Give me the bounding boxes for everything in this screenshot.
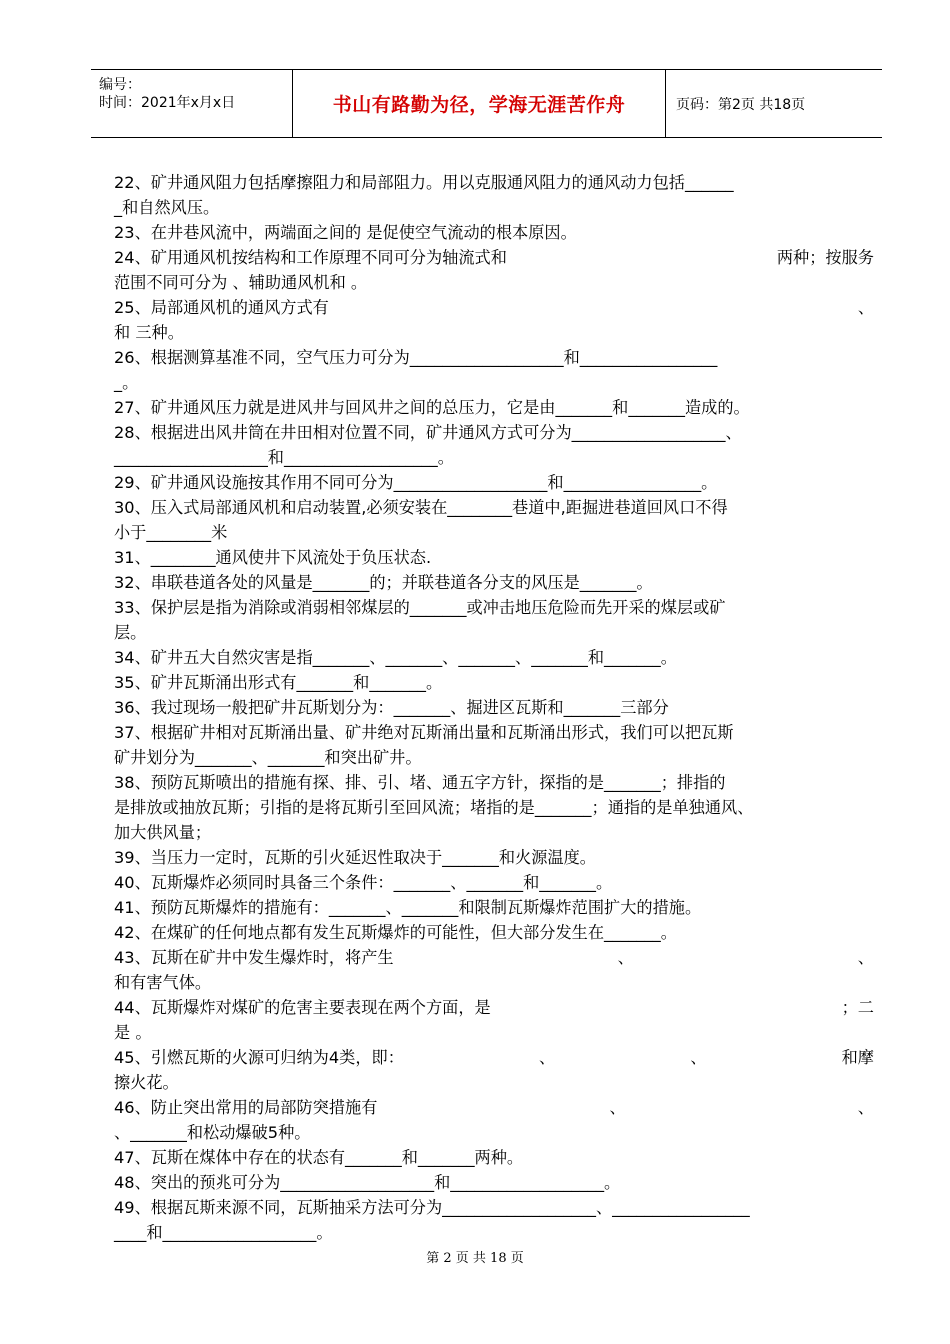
- text-line: [114, 920, 874, 945]
- line-segment: 42、在煤矿的任何地点都有发生瓦斯爆炸的可能性，但大部分发生在_______。: [114, 923, 677, 942]
- text-line: [114, 245, 874, 270]
- line-segment: 43、瓦斯在矿井中发生爆炸时，将产生: [114, 948, 394, 967]
- text-line: [114, 1220, 874, 1245]
- text-line: [114, 995, 874, 1020]
- line-segment: 41、预防瓦斯爆炸的措施有：_______、_______和限制瓦斯爆炸范围扩大的措施。: [114, 898, 702, 917]
- line-segment: 小于________米: [114, 523, 228, 542]
- line-segment: 31、________通风使井下风流处于负压状态.: [114, 548, 432, 567]
- text-line: [114, 795, 874, 820]
- line-segment: 和有害气体。: [114, 973, 212, 992]
- text-line: [114, 720, 874, 745]
- text-line: [114, 595, 874, 620]
- text-line: [114, 945, 874, 970]
- line-segment: 25、局部通风机的通风方式有: [114, 298, 329, 317]
- text-line: [114, 520, 874, 545]
- line-segment: 擦火花。: [114, 1073, 179, 1092]
- line-segment: ____和___________________。: [114, 1223, 333, 1242]
- time-label: 时间：2021年x月x日: [99, 95, 236, 111]
- line-segment: 36、我过现场一般把矿井瓦斯划分为：_______、掘进区瓦斯和_______三部分: [114, 698, 669, 717]
- text-line: [114, 770, 874, 795]
- line-segment: 是排放或抽放瓦斯；引指的是将瓦斯引至回风流；堵指的是_______；通指的是单独通风、: [114, 798, 754, 817]
- line-segment: _。: [114, 373, 139, 392]
- line-segment: 45、引燃瓦斯的火源可归纳为4类，即：: [114, 1048, 404, 1067]
- line-segment: 、: [609, 1098, 626, 1117]
- line-segment: ；二: [841, 998, 874, 1017]
- text-line: [114, 895, 874, 920]
- text-line: [114, 645, 874, 670]
- line-segment: 49、根据瓦斯来源不同，瓦斯抽采方法可分为___________________、_________________: [114, 1198, 750, 1217]
- text-line: [114, 1070, 874, 1095]
- line-segment: 32、串联巷道各处的风量是_______的；并联巷道各分支的风压是_______。: [114, 573, 653, 592]
- text-line: [114, 1195, 874, 1220]
- header-meta: [91, 70, 292, 137]
- line-segment: 22、矿井通风阻力包括摩擦阻力和局部阻力。用以克服通风阻力的通风动力包括______: [114, 173, 734, 192]
- text-line: [114, 745, 874, 770]
- line-segment: 和摩: [841, 1048, 874, 1067]
- doc-number-label: 编号：: [99, 77, 141, 93]
- text-line: [114, 420, 874, 445]
- text-line: [114, 820, 874, 845]
- line-segment: 27、矿井通风压力就是进风井与回风井之间的总压力，它是由_______和_______造成的。: [114, 398, 750, 417]
- header-page-info: 页码：第2页 共18页: [676, 96, 806, 113]
- text-line: [114, 1020, 874, 1045]
- text-line: [114, 620, 874, 645]
- line-segment: 、: [857, 948, 874, 967]
- text-line: [114, 845, 874, 870]
- page-header: [91, 69, 882, 138]
- line-segment: 23、在井巷风流中，两端面之间的 是促使空气流动的根本原因。: [114, 223, 577, 242]
- line-segment: 46、防止突出常用的局部防突措施有: [114, 1098, 378, 1117]
- line-segment: 30、压入式局部通风机和启动装置,必须安装在________巷道中,距掘进巷道回风口不得: [114, 498, 728, 517]
- line-segment: 层。: [114, 623, 147, 642]
- line-segment: 、_______和松动爆破5种。: [114, 1123, 311, 1142]
- question-list: [114, 170, 874, 1245]
- text-line: [114, 1145, 874, 1170]
- text-line: [114, 570, 874, 595]
- line-segment: 、: [539, 1048, 556, 1067]
- line-segment: 33、保护层是指为消除或消弱相邻煤层的_______或冲击地压危险而先开采的煤层或矿: [114, 598, 726, 617]
- line-segment: 35、矿井瓦斯涌出形式有_______和_______。: [114, 673, 443, 692]
- text-line: [114, 670, 874, 695]
- text-line: [114, 495, 874, 520]
- text-line: [114, 1095, 874, 1120]
- line-segment: 37、根据矿井相对瓦斯涌出量、矿井绝对瓦斯涌出量和瓦斯涌出形式，我们可以把瓦斯: [114, 723, 734, 742]
- line-segment: 、: [617, 948, 634, 967]
- text-line: [114, 545, 874, 570]
- text-line: [114, 1045, 874, 1070]
- header-motto: 书山有路勤为径，学海无涯苦作舟: [332, 94, 626, 116]
- line-segment: 、: [857, 298, 874, 317]
- text-line: [114, 470, 874, 495]
- text-line: [114, 395, 874, 420]
- line-segment: ___________________和___________________。: [114, 448, 454, 467]
- line-segment: 矿井划分为_______、_______和突出矿井。: [114, 748, 422, 767]
- text-line: [114, 170, 874, 195]
- line-segment: 48、突出的预兆可分为___________________和___________________。: [114, 1173, 621, 1192]
- line-segment: 24、矿用通风机按结构和工作原理不同可分为轴流式和: [114, 248, 507, 267]
- page-footer: 第 2 页 共 18 页: [426, 1251, 524, 1266]
- line-segment: 39、当压力一定时，瓦斯的引火延迟性取决于_______和火源温度。: [114, 848, 596, 867]
- line-segment: 29、矿井通风设施按其作用不同可分为___________________和_________________。: [114, 473, 718, 492]
- line-segment: 47、瓦斯在煤体中存在的状态有_______和_______两种。: [114, 1148, 524, 1167]
- text-line: [114, 345, 874, 370]
- line-segment: 范围不同可分为 、辅助通风机和 。: [114, 273, 368, 292]
- line-segment: 、: [857, 1098, 874, 1117]
- line-segment: 40、瓦斯爆炸必须同时具备三个条件：_______、_______和_______。: [114, 873, 613, 892]
- text-line: [114, 445, 874, 470]
- text-line: [114, 1120, 874, 1145]
- line-segment: 38、预防瓦斯喷出的措施有探、排、引、堵、通五字方针，探指的是_______；排指的: [114, 773, 726, 792]
- line-segment: 加大供风量；: [114, 823, 212, 842]
- line-segment: 34、矿井五大自然灾害是指_______、_______、_______、_______和_______。: [114, 648, 677, 667]
- text-line: [114, 295, 874, 320]
- line-segment: 两种；按服务: [776, 248, 874, 267]
- text-line: [114, 320, 874, 345]
- line-segment: 和 三种。: [114, 323, 184, 342]
- text-line: [114, 970, 874, 995]
- text-line: [114, 270, 874, 295]
- line-segment: 26、根据测算基准不同，空气压力可分为___________________和_________________: [114, 348, 718, 367]
- text-line: [114, 370, 874, 395]
- text-line: [114, 695, 874, 720]
- text-line: [114, 870, 874, 895]
- text-line: [114, 195, 874, 220]
- line-segment: 、: [690, 1048, 707, 1067]
- line-segment: 44、瓦斯爆炸对煤矿的危害主要表现在两个方面，是: [114, 998, 491, 1017]
- text-line: [114, 1170, 874, 1195]
- line-segment: 是 。: [114, 1023, 152, 1042]
- line-segment: 28、根据进出风井筒在井田相对位置不同，矿井通风方式可分为___________________、: [114, 423, 742, 442]
- line-segment: _和自然风压。: [114, 198, 220, 217]
- text-line: [114, 220, 874, 245]
